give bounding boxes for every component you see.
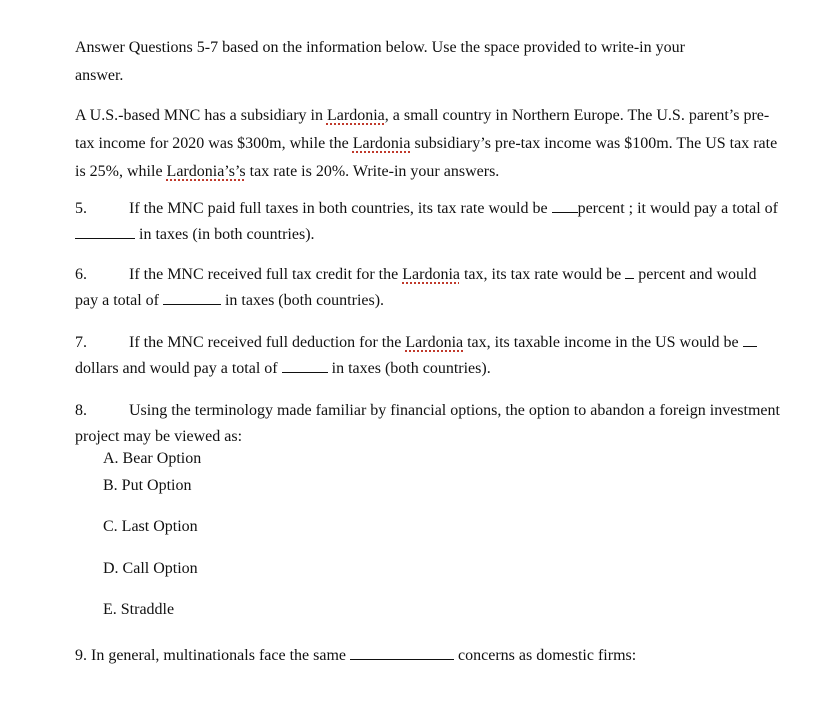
spellcheck-word: Lardonia — [326, 107, 385, 124]
question-number: 6. — [75, 266, 87, 283]
question-text: 9. In general, multinationals face the same — [75, 647, 351, 664]
question-text: in taxes (both countries). — [327, 360, 491, 377]
question-text: in taxes (in both countries). — [135, 226, 315, 243]
question-number: 5. — [75, 200, 87, 217]
scenario-paragraph — [75, 102, 780, 186]
spellcheck-word: Lardonia — [352, 135, 411, 152]
question-9 — [75, 643, 780, 669]
instructions-line-1: Answer Questions 5-7 based on the information below. Use the space provided to write-in your — [75, 39, 685, 56]
question-text: tax, its tax rate would be — [459, 266, 626, 283]
spellcheck-word: Lardonia’s’s — [166, 163, 246, 180]
spellcheck-word: Lardonia — [402, 266, 460, 283]
answer-blank-total[interactable] — [163, 290, 221, 305]
option-a[interactable]: A. Bear Option — [103, 450, 202, 467]
scenario-text: tax rate is 20%. Write-in your answers. — [245, 163, 500, 180]
question-text: If the MNC received full tax credit for the — [129, 266, 403, 283]
option-c[interactable]: C. Last Option — [103, 518, 198, 535]
option-d[interactable]: D. Call Option — [103, 560, 198, 577]
question-text: percent ; it would pay a total of — [577, 200, 778, 217]
option-e[interactable]: E. Straddle — [103, 601, 175, 618]
question-6 — [75, 262, 780, 314]
question-8 — [75, 398, 780, 450]
answer-blank-rate[interactable] — [552, 198, 578, 213]
question-text: dollars and would pay a total of — [75, 360, 282, 377]
question-text: percent and would pay a total of — [75, 266, 757, 309]
scenario-text: subsidiary’s pre-tax income was $100m. The US tax rate is 25%, while — [75, 135, 778, 180]
option-b[interactable]: B. Put Option — [103, 477, 192, 494]
instructions-line-2: answer. — [75, 67, 124, 84]
question-text: Using the terminology made familiar by financial options, the option to abandon a foreign investment project may be viewed as: — [75, 402, 780, 445]
answer-blank[interactable] — [350, 645, 454, 660]
question-text: If the MNC paid full taxes in both countries, its tax rate would be — [129, 200, 552, 217]
answer-blank-rate[interactable] — [625, 264, 634, 279]
question-number: 7. — [75, 334, 87, 351]
question-7 — [75, 330, 780, 382]
question-text: concerns as domestic firms: — [454, 647, 637, 664]
spellcheck-word: Lardonia — [405, 334, 464, 351]
question-text: tax, its taxable income in the US would be — [463, 334, 743, 351]
scenario-text: , a small country in Northern Europe. The U.S. parent’s pre-tax income for 2020 was $300m, while the — [75, 107, 770, 152]
instructions — [75, 34, 780, 90]
question-number: 8. — [75, 402, 87, 419]
scenario-text: A U.S.-based MNC has a subsidiary in — [75, 107, 327, 124]
question-text: in taxes (both countries). — [220, 292, 385, 309]
answer-blank-total[interactable] — [282, 358, 328, 373]
question-5 — [75, 196, 780, 248]
question-text: If the MNC received full deduction for the — [129, 334, 406, 351]
answer-blank-total[interactable] — [75, 224, 135, 239]
answer-blank-income[interactable] — [743, 332, 757, 347]
